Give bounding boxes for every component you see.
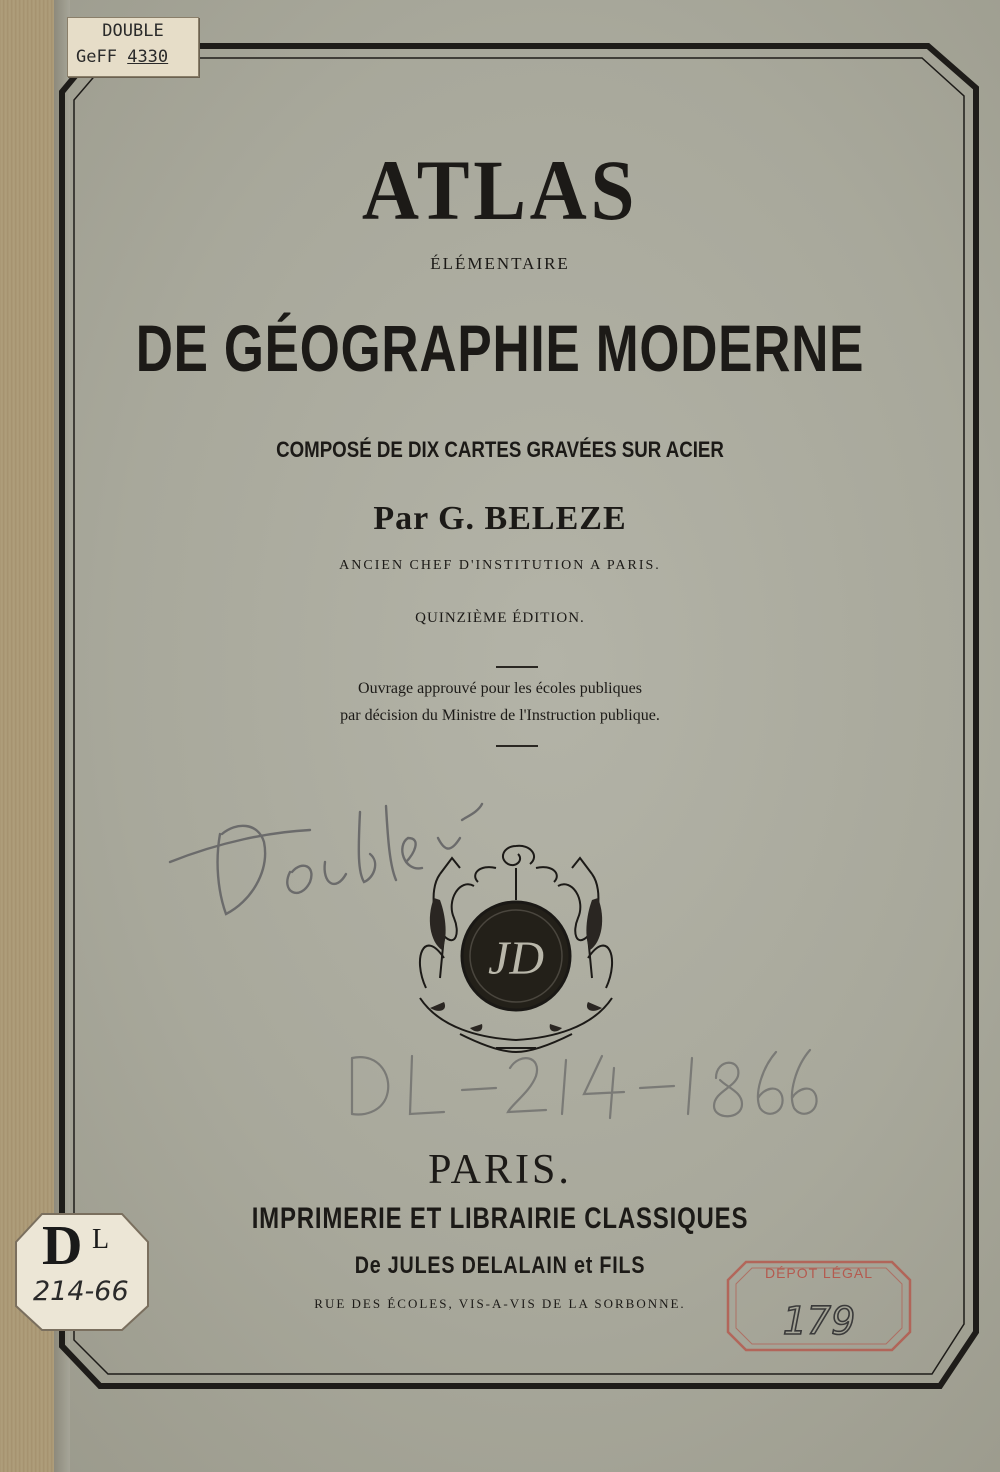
shelf-label-line2 [76,47,168,67]
handwritten-accession-number [340,1038,820,1128]
publisher-line: IMPRIMERIE ET LIBRAIRIE CLASSIQUES [251,1202,749,1235]
edition-text: QUINZIÈME ÉDITION. [415,610,585,626]
cover-subtitle-elementaire: ÉLÉMENTAIRE [430,254,570,273]
publication-city: PARIS. [428,1147,572,1193]
cover-title: ATLAS [361,142,639,238]
publisher-name: De JULES DELALAIN et FILS [354,1252,646,1279]
dl-label-letter: D [42,1215,83,1277]
stamp-text: DÉPOT LÉGAL [764,1265,873,1281]
stamp-handwritten-number: 179 [782,1299,856,1343]
divider-rule [496,666,538,668]
author-name: Par G. BELEZE [373,500,627,537]
divider-rule [496,745,538,747]
shelf-label-prefix: GeFF [76,47,117,67]
shelf-label-line1: DOUBLE [102,21,164,41]
emblem-monogram: JD [488,932,544,985]
cover-subtitle-compose: COMPOSÉ DE DIX CARTES GRAVÉES SUR ACIER [276,437,724,462]
publisher-emblem [400,838,632,1060]
dl-label-handwritten: 214-66 [33,1276,129,1307]
library-shelf-label [67,17,199,77]
approval-line-1: Ouvrage approuvé pour les écoles publiques [358,680,642,697]
publisher-address: RUE DES ÉCOLES, VIS-A-VIS DE LA SORBONNE. [314,1296,686,1311]
approval-line-2: par décision du Ministre de l'Instruction publique. [340,707,660,724]
cover-subtitle-geographie: DE GÉOGRAPHIE MODERNE [135,311,865,385]
shelf-label-number: 4330 [127,47,169,67]
author-title: ANCIEN CHEF D'INSTITUTION A PARIS. [339,558,661,573]
dl-label-sub: L [92,1224,110,1255]
